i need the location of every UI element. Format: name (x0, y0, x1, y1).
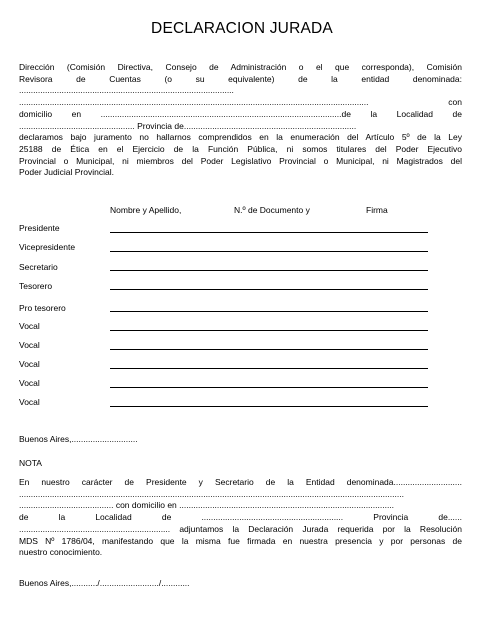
role-label-secretario: Secretario (19, 262, 58, 272)
declaration-line: con (448, 97, 462, 108)
place-date-line: Buenos Aires,............................ (19, 434, 138, 444)
role-label-vocal: Vocal (19, 321, 40, 331)
signature-line[interactable] (110, 349, 428, 350)
role-label-vicepresidente: Vicepresidente (19, 242, 76, 252)
declaration-line: 25188 de Ética en el Ejercicio de la Función Pública, ni somos titulares del Poder Ejecutivo (19, 143, 462, 154)
role-label-pro-tesorero: Pro tesorero (19, 303, 66, 313)
nota-line: ................................................................................................................................................................... (19, 488, 404, 499)
entity-name-blank-2: .................................................................................................................................................... (19, 97, 369, 108)
role-label-vocal: Vocal (19, 378, 40, 388)
signature-line[interactable] (110, 311, 428, 312)
nota-line: MDS Nº 1786/04, manifestando que la misma fue firmada en nuestra presencia y por personas de (19, 535, 462, 546)
nota-line: de la Localidad de ............................................................ Provincia de...... (19, 512, 462, 523)
nota-paragraph (19, 477, 462, 559)
nota-line: ........................................ con domicilio en ........................................................................................... (19, 500, 395, 511)
role-label-vocal: Vocal (19, 340, 40, 350)
column-header-name: Nombre y Apellido, (110, 205, 182, 215)
declaration-line: declaramos bajo juramento no hallarnos comprendidos en la enumeración del Artículo 5º de la Ley (19, 132, 462, 143)
nota-line: nuestro conocimiento. (19, 547, 103, 558)
signature-line[interactable] (110, 232, 428, 233)
signature-line[interactable] (110, 289, 428, 290)
signature-line[interactable] (110, 270, 428, 271)
province-line: ................................................. Provincia de......................................................................... (19, 120, 357, 131)
signature-line[interactable] (110, 251, 428, 252)
entity-name-blank: ........................................................................................... (19, 85, 234, 96)
nota-label: NOTA (19, 458, 42, 468)
signature-line[interactable] (110, 330, 428, 331)
declaration-line: Revisora de Cuentas (o su equivalente) de la entidad denominada: (19, 73, 462, 84)
role-label-tesorero: Tesorero (19, 281, 53, 291)
role-label-vocal: Vocal (19, 397, 40, 407)
declaration-paragraph (19, 62, 462, 179)
nota-line: ................................................................ adjuntamos la Declaración Jurada requerida por la Resolución (19, 523, 462, 534)
declaration-line: Dirección (Comisión Directiva, Consejo de Administración o el que corresponda), Comisión (19, 62, 462, 72)
signature-line[interactable] (110, 368, 428, 369)
declaration-line: Provincial o Municipal, ni miembros del Poder Legislativo Provincial o Municipal, ni Magistrados del (19, 155, 462, 166)
declaration-line: Poder Judicial Provincial. (19, 167, 114, 178)
role-label-presidente: Presidente (19, 223, 60, 233)
column-header-signature: Firma (366, 205, 388, 215)
domicile-line: domicilio en ......................................................................................................de la Localidad de (19, 108, 462, 119)
final-date-line: Buenos Aires,.........../........................./............ (19, 578, 190, 588)
signature-line[interactable] (110, 387, 428, 388)
role-label-vocal: Vocal (19, 359, 40, 369)
nota-line: En nuestro carácter de Presidente y Secretario de la Entidad denominada............................. (19, 477, 462, 487)
signature-line[interactable] (110, 406, 428, 407)
column-header-document: N.º de Documento y (234, 205, 310, 215)
document-title: DECLARACION JURADA (151, 20, 333, 37)
